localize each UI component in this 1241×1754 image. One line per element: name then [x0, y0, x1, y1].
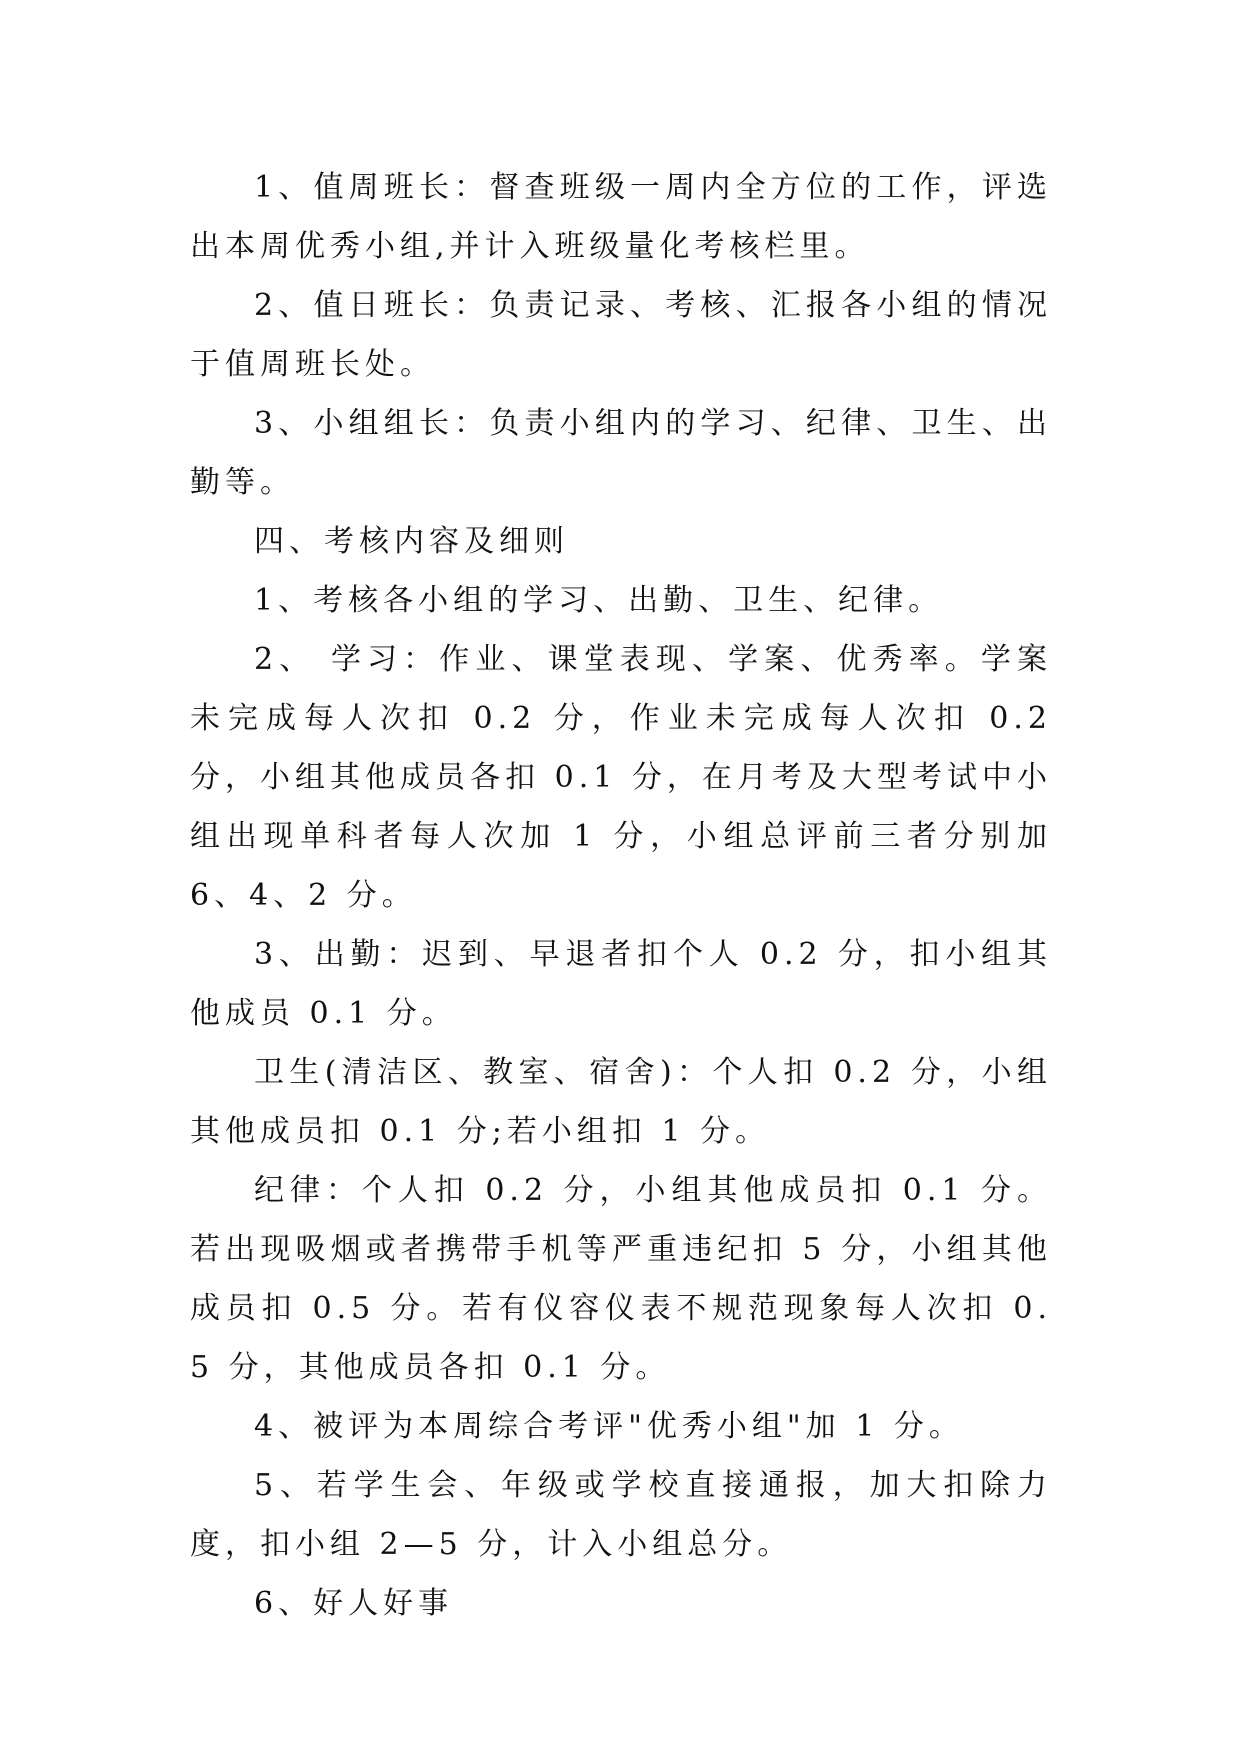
- paragraph-good-deeds: 6、好人好事: [254, 1586, 454, 1621]
- paragraph-discipline-rules: 纪律：个人扣 0.2 分，小组其他成员扣 0.1 分。若出现吸烟或者携带手机等严重违纪扣 5 分，小组其他成员扣 0.5 分。若有仪容仪表不规范现象每人次扣 0.5 分，其他成员各扣 0.1 分。: [190, 1173, 1052, 1385]
- section-heading-assessment: 四、考核内容及细则: [254, 524, 569, 559]
- paragraph-assessment-scope: 1、考核各小组的学习、出勤、卫生、纪律。: [254, 583, 944, 618]
- paragraph-notification-penalty: 5、若学生会、年级或学校直接通报，加大扣除力度，扣小组 2—5 分，计入小组总分。: [190, 1468, 1052, 1562]
- paragraph-group-leader: 3、小组组长：负责小组内的学习、纪律、卫生、出勤等。: [190, 406, 1052, 500]
- paragraph-attendance-rules: 3、出勤：迟到、早退者扣个人 0.2 分，扣小组其他成员 0.1 分。: [190, 937, 1052, 1031]
- document-body: [190, 158, 1052, 1633]
- paragraph-daily-monitor: 2、值日班长：负责记录、考核、汇报各小组的情况于值周班长处。: [190, 288, 1052, 382]
- paragraph-study-rules: 2、 学习：作业、课堂表现、学案、优秀率。学案未完成每人次扣 0.2 分，作业未完成每人次扣 0.2 分，小组其他成员各扣 0.1 分，在月考及大型考试中小组出现单科者每人次加 1 分，小组总评前三者分别加 6、4、2 分。: [190, 642, 1052, 913]
- paragraph-excellent-group: 4、被评为本周综合考评"优秀小组"加 1 分。: [254, 1409, 964, 1444]
- paragraph-weekly-monitor: 1、值周班长：督查班级一周内全方位的工作，评选出本周优秀小组,并计入班级量化考核栏里。: [190, 170, 1052, 264]
- paragraph-hygiene-rules: 卫生(清洁区、教室、宿舍)：个人扣 0.2 分，小组其他成员扣 0.1 分;若小组扣 1 分。: [190, 1055, 1052, 1149]
